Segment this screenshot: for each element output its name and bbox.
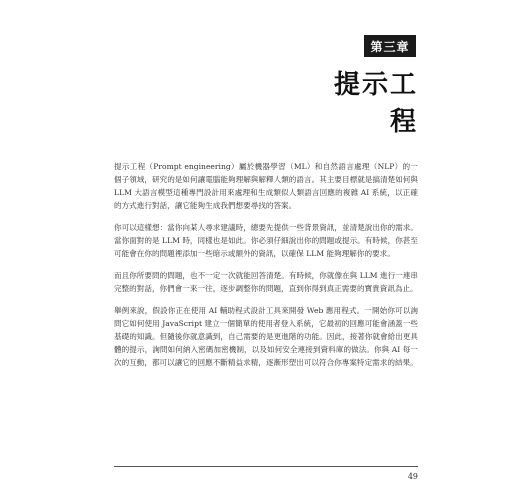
paragraph: 舉例來說，假設你正在使用 AI 輔助程式設計工具來開發 Web 應用程式。一開始你可以詢問它如何使用 JavaScript 建立一個簡單的使用者登入系統，它最初的回應可能會涵蓋一些基礎的知識。但隨後你就意識到，自己需要的是更進階的功能。因此，接著你就會給出更具體的提示，詢問如何納入密碼加密機制，以及如何安全連接到資料庫的做法。你與 AI 每一次的互動，都可以讓它的回應不斷精益求精，逐漸形塑出可以符合你專案特定需求的結果。: [114, 306, 418, 367]
chapter-title: 提示工程: [333, 70, 418, 137]
paragraph: 你可以這樣想：當你向某人尋求建議時，總要先提供一些背景資訊，並清楚說出你的需求。當你面對的是 LLM 時，同樣也是如此。你必須仔細說出你的問題或提示。有時候，你甚至可能會在你的問題裡添加一些暗示或額外的資訊，以確保 LLM 能夠理解你的要求。: [114, 223, 418, 258]
page-number: 49: [407, 472, 418, 481]
body-text: [114, 160, 418, 378]
paragraph: 而且你所要問的問題，也不一定一次就能回答清楚。有時候，你就像在與 LLM 進行一連串完整的對話，你們會一來一往，逐步調整你的問題，直到你得到真正需要的寶貴資訊為止。: [114, 271, 418, 293]
paragraph: 提示工程（Prompt engineering）屬於機器學習（ML）和自然語言處理（NLP）的一個子領域，研究的是如何讓電腦能夠理解與解釋人類的語言。其主要目標就是搞清楚如何與 LLM 大語言模型這種專門設計用來處理和生成類似人類語言回應的複雜 AI 系統，以正確的方式進行對話，讓它能夠生成我們想要尋找的答案。: [114, 162, 418, 210]
chapter-label: 第三章: [364, 35, 416, 57]
footer-divider: [114, 466, 418, 467]
